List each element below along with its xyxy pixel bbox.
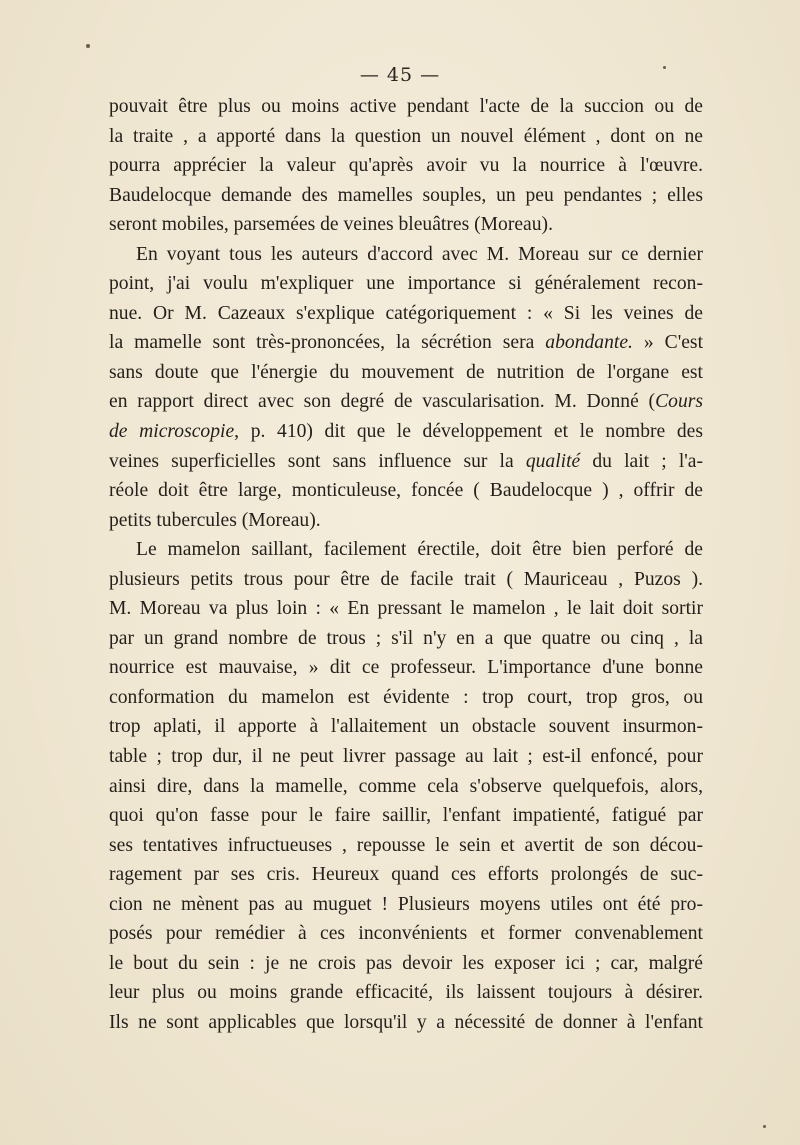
text-line: table ; trop dur, il ne peut livrer passage au lait ; est-il enfoncé, pour — [109, 746, 703, 768]
text-line: posés pour remédier à ces inconvénients et former convenablement — [109, 923, 703, 945]
text-line-mixed — [109, 417, 703, 447]
text-line: ses tentatives infructueuses , repousse le sein et avertit de son décou- — [109, 834, 703, 856]
text-line: plusieurs petits trous pour être de facile trait ( Mauriceau , Puzos ). — [109, 568, 703, 590]
text-line: leur plus ou moins grande efficacité, ils laissent toujours à désirer. — [109, 982, 703, 1004]
text-line: la traite , a apporté dans la question un nouvel élément , dont on ne — [109, 125, 703, 147]
text-line: En voyant tous les auteurs d'accord avec M. Moreau sur ce dernier — [136, 243, 703, 265]
text-line-mixed — [109, 387, 703, 417]
text-line: le bout du sein : je ne crois pas devoir les exposer ici ; car, malgré — [109, 952, 703, 974]
text-line: sans doute que l'énergie du mouvement de nutrition de l'organe est — [109, 361, 703, 383]
page-number: — 45 — — [359, 64, 441, 86]
text-line: cion ne mènent pas au muguet ! Plusieurs moyens utiles ont été pro- — [109, 893, 703, 915]
text-line: réole doit être large, monticuleuse, foncée ( Baudelocque ) , offrir de — [109, 480, 703, 502]
text-line: nourrice est mauvaise, » dit ce professeur. L'importance d'une bonne — [109, 657, 703, 679]
text-line: Ils ne sont applicables que lorsqu'il y a nécessité de donner à l'enfant — [109, 1011, 703, 1033]
text-line-mixed — [109, 328, 703, 358]
text-line: ainsi dire, dans la mamelle, comme cela s'observe quelquefois, alors, — [109, 775, 703, 797]
text-line: petits tubercules (Moreau). — [109, 509, 321, 531]
text-line: par un grand nombre de trous ; s'il n'y en a que quatre ou cinq , la — [109, 627, 703, 649]
paper-speck — [86, 44, 90, 48]
text-line: ragement par ses cris. Heureux quand ces efforts prolongés de suc- — [109, 864, 703, 886]
paper-speck — [763, 1125, 766, 1128]
text-segment: , p. 410) dit que le développement et le nombre des — [234, 421, 704, 443]
text-segment: en rapport direct avec son degré de vascularisation. M. Donné ( — [109, 391, 656, 413]
text-segment: la mamelle sont très-prononcées, la sécrétion sera — [109, 332, 546, 354]
text-line: Le mamelon saillant, facilement érectile, doit être bien perforé de — [136, 539, 703, 561]
italic-term: de microscopie — [109, 421, 235, 443]
text-line: M. Moreau va plus loin : « En pressant le mamelon , le lait doit sortir — [109, 598, 703, 620]
text-line-mixed — [109, 447, 703, 477]
text-line: point, j'ai voulu m'expliquer une importance si généralement recon- — [109, 273, 703, 295]
text-line: seront mobiles, parsemées de veines bleuâtres (Moreau). — [109, 214, 553, 236]
text-segment: » C'est — [643, 332, 704, 354]
text-line: trop aplati, il apporte à l'allaitement un obstacle souvent insurmon- — [109, 716, 703, 738]
text-line: pourra apprécier la valeur qu'après avoir vu la nourrice à l'œuvre. — [109, 155, 703, 177]
text-line: nue. Or M. Cazeaux s'explique catégoriquement : « Si les veines de — [109, 302, 703, 324]
text-segment: veines superficielles sont sans influence sur la — [109, 450, 526, 472]
text-line: Baudelocque demande des mamelles souples, un peu pendantes ; elles — [109, 184, 703, 206]
text-line: conformation du mamelon est évidente : trop court, trop gros, ou — [109, 686, 703, 708]
italic-term: Cours — [655, 391, 703, 413]
text-line: quoi qu'on fasse pour le faire saillir, l'enfant impatienté, fatigué par — [109, 805, 703, 827]
body-text — [109, 92, 703, 1038]
italic-term: qualité — [525, 450, 581, 472]
italic-term: abondante. — [545, 332, 633, 354]
text-segment: du lait ; l'a- — [580, 450, 704, 472]
text-line: pouvait être plus ou moins active pendant l'acte de la succion ou de — [109, 96, 703, 117]
